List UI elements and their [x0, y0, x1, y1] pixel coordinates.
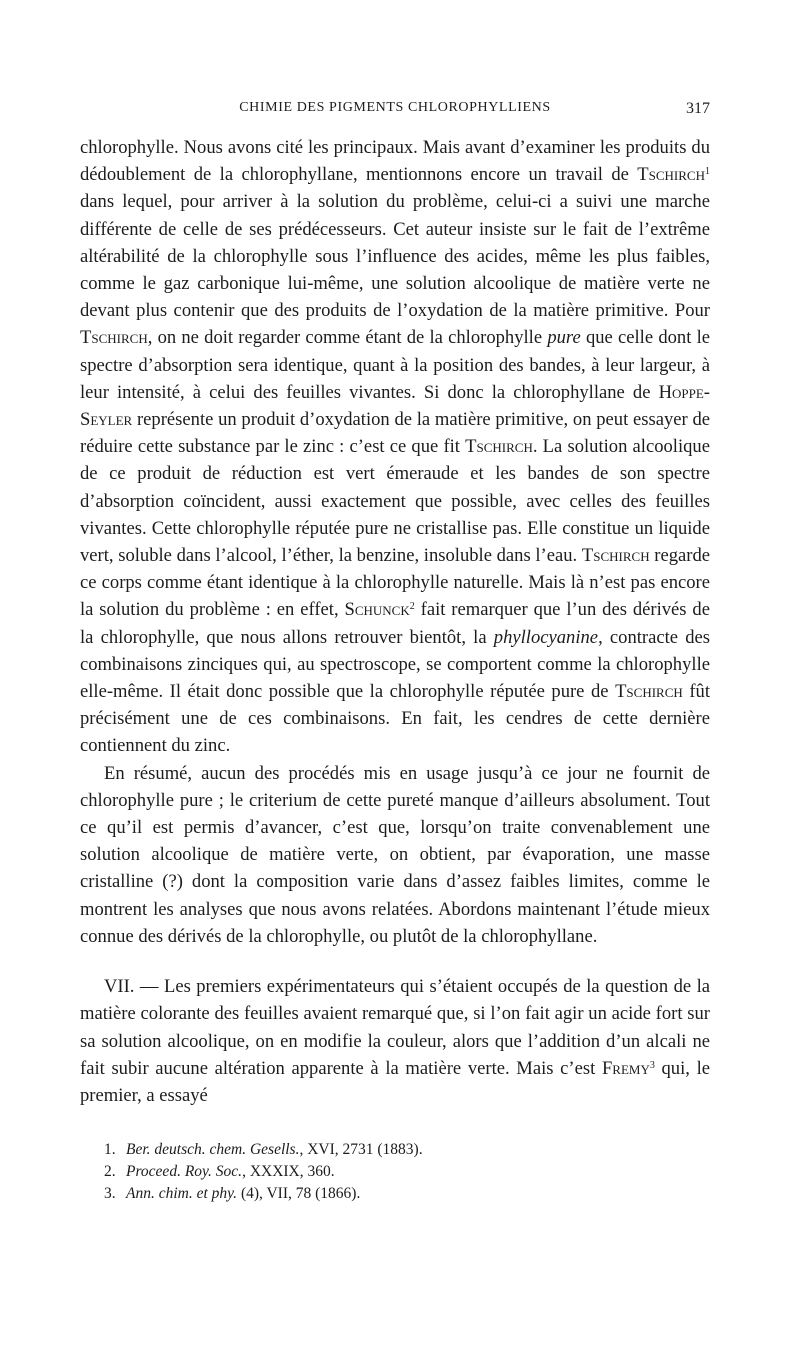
running-header: [80, 100, 710, 124]
author-name: Tschirch: [637, 164, 705, 186]
footnote-number: 2.: [104, 1163, 116, 1181]
footnote-number: 1.: [104, 1141, 116, 1159]
text-run: regarde ce corps comme étant identique à la chlorophylle naturelle. Mais là n’est pas encore la solution du problème : en effet,: [80, 545, 711, 621]
author-name: Fremy: [601, 1057, 650, 1079]
footnote-marker: 1: [705, 166, 710, 178]
footnote: [104, 1183, 710, 1205]
text-run: qui, le premier, a essayé: [80, 1057, 711, 1106]
text-run: , contracte des combinaisons zinciques qui, au spectroscope, se comportent comme la chlorophylle elle-même. Il était donc possible que la chlorophylle réputée pure de: [80, 626, 710, 703]
running-title: CHIMIE DES PIGMENTS CHLOROPHYLLIENS: [239, 100, 551, 115]
author-name: Hoppe-Seyler: [80, 381, 710, 431]
text-run: fût précisément une de ces combinaisons. En fait, les cendres de cette dernière contiennent du zinc.: [80, 681, 710, 757]
footnote: [104, 1139, 710, 1161]
book-page: [80, 100, 710, 1205]
text-run: . La solution alcoolique de ce produit de réduction est vert émeraude et les bandes de son spectre d’absorption coïncident, aussi exactement que possible, avec celles des feuilles vivantes. Cette chlorophylle réputée pure ne cristallise pas. Elle constitue un liquide vert, soluble dans l’alcool, l’éther, la benzine, insoluble dans l’eau.: [80, 436, 710, 567]
footnote: [104, 1161, 710, 1183]
italic-text: pure: [547, 327, 581, 349]
text-run: que celle dont le spectre d’absorption sera identique, quant à la position des bandes, à leur largeur, à leur intensité, à celui des feuilles vivantes. Si donc la chlorophyllane de: [80, 327, 711, 403]
section-paragraph: [80, 973, 710, 1109]
author-name: Tschirch: [80, 327, 148, 349]
italic-text: Ber. deutsch. chem. Gesells.: [126, 1141, 300, 1159]
italic-text: Ann. chim. et phy.: [126, 1185, 238, 1203]
page-number: 317: [686, 100, 710, 117]
footnote-marker: 3: [649, 1059, 655, 1071]
paragraph: [80, 760, 710, 950]
text-run: , XVI, 2731 (1883).: [299, 1141, 423, 1159]
footnote-marker: 2: [409, 601, 415, 613]
text-run: représente un produit d’oxydation de la matière primitive, on peut essayer de réduire cette substance par le zinc : c’est ce que fit: [80, 409, 710, 458]
text-run: dans lequel, pour arriver à la solution du problème, celui-ci a suivi une marche différente de celle de ses prédécesseurs. Cet auteur insiste sur le fait de l’extrême altérabilité de la chlorophylle sous l’influence des acides, même les plus faibles, comme le gaz carbonique lui-même, une solution alcoolique de matière verte ne devant plus contenir que des produits de l’oxydation de la matière primitive. Pour: [80, 191, 710, 322]
footnotes: [80, 1139, 710, 1205]
italic-text: Proceed. Roy. Soc.: [126, 1163, 243, 1181]
body-text: [80, 134, 710, 1109]
text-run: chlorophylle. Nous avons cité les principaux. Mais avant d’examiner les produits du dédoublement de la chlorophyllane, mentionnons encore un travail de: [80, 137, 710, 186]
text-run: , XXXIX, 360.: [242, 1163, 335, 1181]
author-name: Tschirch: [581, 545, 650, 567]
paragraph: [80, 134, 710, 760]
author-name: Tschirch: [615, 681, 683, 703]
author-name: Tschirch: [465, 436, 533, 458]
text-run: VII. — Les premiers expérimentateurs qui s’étaient occupés de la question de la matière colorante des feuilles avaient remarqué que, si l’on fait agir un acide fort sur sa solution alcoolique, on en modifie la couleur, alors que l’addition d’un alcali ne fait subir aucune altération apparente à la matière verte. Mais c’est: [80, 976, 710, 1079]
footnote-number: 3.: [104, 1185, 116, 1203]
text-run: En résumé, aucun des procédés mis en usage jusqu’à ce jour ne fournit de chlorophylle pure ; le criterium de cette pureté manque d’ailleurs absolument. Tout ce qu’il est permis d’avancer, c’est que, lorsqu’on traite convenablement une solution alcoolique de matière verte, on obtient, par évaporation, une masse cristalline (?) dont la composition varie dans d’assez faibles limites, comme le montrent les analyses que nous avons relatées. Abordons maintenant l’étude mieux connue des dérivés de la chlorophylle, ou plutôt de la chlorophyllane.: [80, 762, 710, 947]
author-name: Schunck: [344, 599, 410, 621]
italic-text: phyllocyanine: [493, 626, 599, 648]
text-run: , on ne doit regarder comme étant de la chlorophylle: [147, 327, 548, 349]
text-run: (4), VII, 78 (1866).: [237, 1185, 361, 1203]
text-run: fait remarquer que l’un des dérivés de la chlorophylle, que nous allons retrouver bientôt, la: [80, 599, 710, 648]
